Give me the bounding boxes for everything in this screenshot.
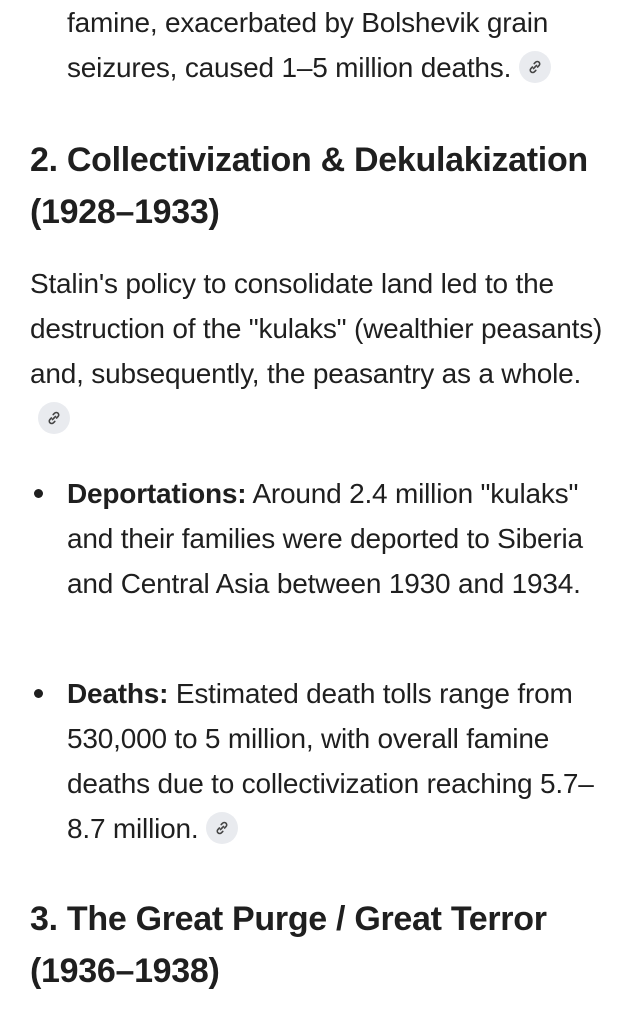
list-item-text [67,671,607,851]
section-paragraph [30,261,620,441]
section-heading: 3. The Great Purge / Great Terror (1936–1938) [30,900,547,990]
intro-text: famine, exacerbated by Bolshevik grain seizures, caused 1–5 million deaths. [67,7,549,83]
link-icon [527,59,543,75]
source-link-button[interactable] [206,812,238,844]
list-item-lead: Deportations: [67,478,247,509]
link-icon [46,410,62,426]
list-item-lead: Deaths: [67,678,169,709]
source-link-button[interactable] [38,402,70,434]
section-paragraph-text: Stalin's policy to consolidate land led to the destruction of the "kulaks" (wealthier peasants) and, subsequently, the peasantry as a whole. [30,268,603,389]
source-link-button[interactable] [519,51,551,83]
list-item-body: Around 2.4 million "kulaks" and their families were deported to Siberia and Central Asia between 1930 and 1934. [67,478,583,599]
intro-paragraph [67,0,627,90]
link-icon [214,820,230,836]
list-item-text [67,471,607,606]
section-heading: 2. Collectivization & Dekulakization (1928–1933) [30,141,588,231]
bullet-dot [34,689,43,698]
bullet-dot [34,489,43,498]
list-item-body: Estimated death tolls range from 530,000 to 5 million, with overall famine deaths due to collectivization reaching 5.7–8.7 million. [67,678,594,844]
